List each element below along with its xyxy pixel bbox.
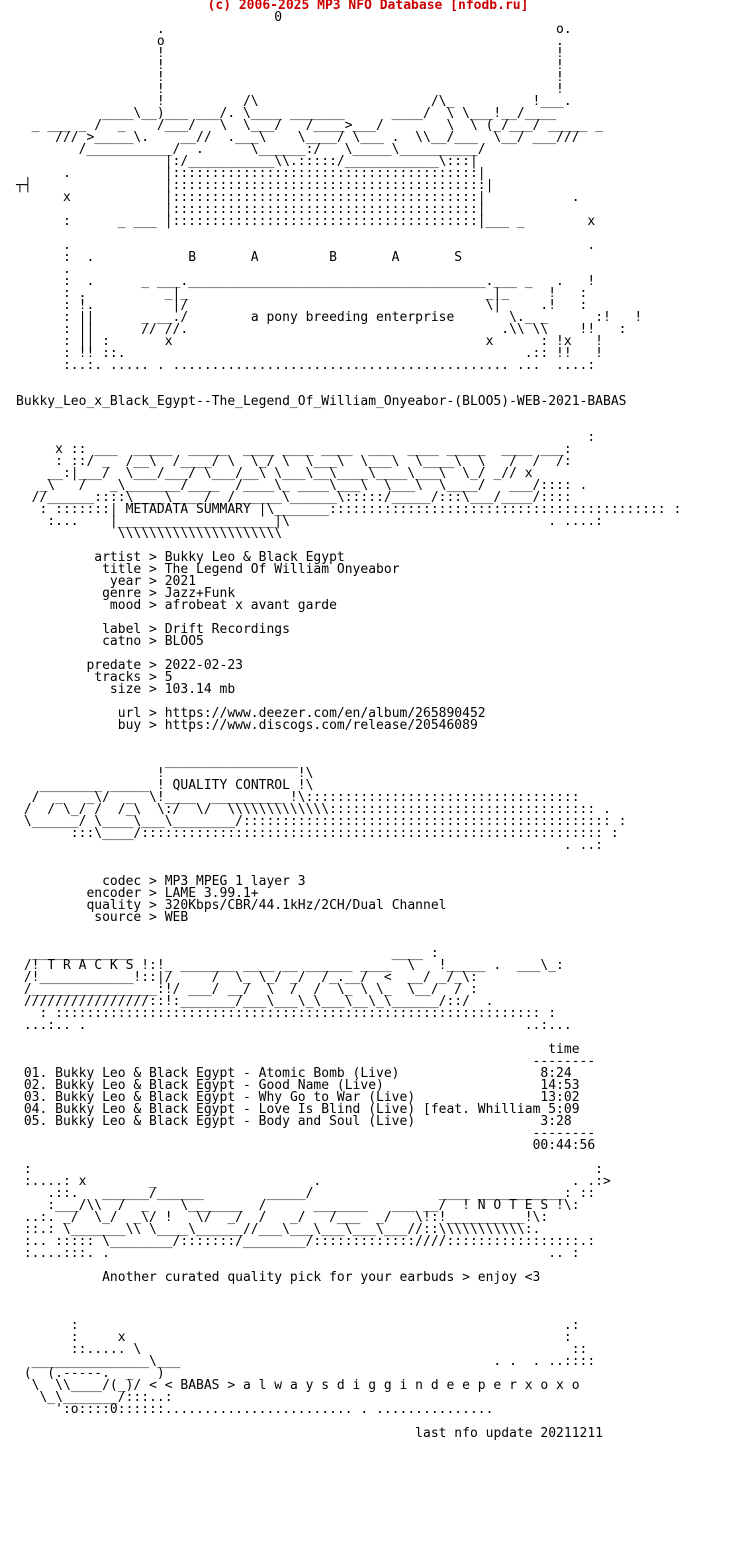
notes-text: Another curated quality pick for your earbuds > enjoy <3 (102, 1270, 541, 1285)
tracklist-time-header: time (548, 1042, 580, 1057)
section-notes-label: N O T E S (477, 1198, 549, 1213)
metadata-label: Drift Recordings (164, 622, 290, 637)
track-5-time: 3:28 (540, 1114, 572, 1129)
metadata-url: https://www.deezer.com/en/album/265890452 (164, 706, 486, 721)
metadata-artist: Bukky Leo & Black Egypt (164, 550, 345, 565)
banner-tagline: a pony breeding enterprise (250, 310, 455, 325)
track-5-number: 05. (23, 1114, 48, 1129)
metadata-genre: Jazz+Funk (164, 586, 236, 601)
track-5-name: Bukky Leo & Black Egypt - Body and Soul (Live) (55, 1114, 416, 1129)
metadata-buy: https://www.discogs.com/release/20546089 (164, 718, 478, 733)
track-2-number: 02. (23, 1078, 48, 1093)
quality-quality: 320Kbps/CBR/44.1kHz/2CH/Dual Channel (164, 898, 447, 913)
track-1-time: 8:24 (540, 1066, 572, 1081)
track-1-name: Bukky Leo & Black Egypt - Atomic Bomb (Live) (55, 1066, 400, 1081)
track-2-time: 14:53 (540, 1078, 580, 1093)
release-name: Bukky_Leo_x_Black_Egypt--The_Legend_Of_William_Onyeabor-(BLOO5)-WEB-2021-BABAS (16, 394, 627, 409)
metadata-catno: BLOO5 (164, 634, 204, 649)
track-2-name: Bukky Leo & Black Egypt - Good Name (Live) (55, 1078, 384, 1093)
nfo-text-block: 0 . o. o . ! ! ! ! ! ! ! ! ! /\ /\_ !___. ____\__)___ ___/. \____ _______ ____/ \ \___!__/____ _ ___ _ / _ /___/ \ \___/ /____>___/ \ \ (_/___/ _____ _ /// >_____\. __// .___\ \____/ \___ . \\__/___ \__/ ___/// /___________/ . \______:/ \_____\__________/ |:/___________\\.:::::/____________\:::| . |:::::::::::::::::::::::::::::::::::::::| ┬┤ |::::::::::::::::::::::::::::::::::::::::| x |:::::::::::::::::::::::::::::::::::::::| . |:::::::::::::::::::::::::::::::::::::::| : _ ___ |:::::::::::::::::::::::::::::::::::::::|___ _ x . . : . B A B A S . : . _ ___.______________________________________.___ _ . ! : . _|_ _|_ ! : : !. |/ \| .! : : || _ __./ a pony breeding enterprise \._ _ :! ! : || // //. .\\ \\ !! : : || : x x : !x ! : !! ::. .:: !! ! :..:. ..... . ........................................... ... ....: Bukky_Leo_x_Black_Egypt--The_Legend_Of_William_Onyeabor-(BLOO5)-WEB-2021-BABAS : x :: ___ _____ _____ ____ ____ ____ ___ ____ _____ ____ ___: : ::/ _ /__\ /____/ \ \_/ \ \___\ \___\ \____\ \ / / /: __:|___/ \___/___/ \___/__\ \___\__\____\____\___\ \_/ _// x _\ / _\_______/____ /____\_ ____\___\ \___\ \____/ ___/:::: . //______::::\____\____/ /______\______\:::::/_____/:::\___/____/:::: : :::::::| METADATA SUMMARY |\_______::::::::::::::::::::::::::::::::::::::::::: : :... |____________________|\ . ....: \\\\\\\\\\\\\\\\\\\\\ artist > Bukky Leo & Black Egypt title > The Legend Of William Onyeabor year > 2021 genre > Jazz+Funk mood > afrobeat x avant garde label > Drift Recordings catno > BLOO5 predate > 2022-02-23 tracks > 5 size > 103.14 mb url > https://www.deezer.com/en/album/265890452 buy > https://www.discogs.com/release/20546089 _________________ ! !\ ________ _____ ! QUALITY CONTROL !\ / _ _\/ _ \!____ _________ !\::::::::::::::::::::::::::::::::::: / / \_/ / /_\ \:/ \/ \\\\\\\\\\\\\:::::::::::::::::::::::::::::::::: . \______/ \____\___\________/::::::::::::::::::::::::::::::::::::::::::::::: : :::\____/::::::::::::::::::::::::::::::::::::::::::::::::::::::::::: : . ..: codec > MP3 MPEG 1 layer 3 encoder > LAME 3.99.1+ quality > 320Kbps/CBR/44.1kHz/2CH/Dual Channel source > WEB _____________ ____ : /! T R A C K S !:!_ _______ ____ __ ______ ____ \ !_____ . ___\_: /!____________!::|/ / \_ \_/ _/ /_.__/ < __/ _/_\: /________________:!/ ___/ __/ \ / / \_ \ \_ \__/ / : ////////////////::!:_______/___\___\_\___\__\_\______/::/ . : :::::::::::::::::::::::::::::::::::::::::::::::::::::::::::::: : ...:.. . ..:... time -------- 01. Bukky Leo & Black Egypt - Atomic Bomb (Live) 8:24 02. Bukky Leo & Black Egypt - Good Name (Live) 14:53 03. Bukky Leo & Black Egypt - Why Go to War (Live) 13:02 04. Bukky Leo & Black Egypt - Love Is Blind (Live) [feat. Whilliam 5:09 05. Bukky Leo & Black Egypt - Body and Soul (Live) 3:28 -------- 00:44:56 : : :....: x _ . . .:> .::. ______/______ _____/ ____ ___________: :: :___/\\ / _ \_______ / _______ ___ __/ ! N O T E S !\: ..:. _/ \_/ _\/ ! \/ _/ / _/ /___ _/ \!:!__________!\: ::.: \_______\\ \____\______//___\___\___\___\___//::\\\\\\\\\\\:. :.. ::::: \________/:::::::/________/:::::::::::::////:::::::::::::::::.: :....:::. . .. : Another curated quality pick for your earbuds > enjoy <3 : .: : x : ::..... \ :: _______________\___ . . . ..:::: ( (.-----. _ ) \ \\____/(_)/ < < BABAS > a l w a y s d i g g i n d e e p e r x o x o \_\_______/:::..: ':o::::0::::::........................ . ............... last nfo update 20211211 (16, 10, 682, 1441)
metadata-year: 2021 (164, 574, 197, 589)
track-3-name: Bukky Leo & Black Egypt - Why Go to War (Live) (55, 1090, 416, 1105)
quality-source: WEB (164, 910, 189, 925)
footer-last-update: last nfo update 20211211 (415, 1426, 604, 1441)
track-1-number: 01. (23, 1066, 48, 1081)
track-3-time: 13:02 (540, 1090, 580, 1105)
footer-tagline: < < BABAS > a l w a y s d i g g i n d e e p e r x o x o (149, 1378, 580, 1393)
section-tracks-label: T R A C K S (47, 958, 134, 973)
section-metadata-label: METADATA SUMMARY (125, 502, 251, 517)
metadata-predate: 2022-02-23 (164, 658, 243, 673)
metadata-tracks: 5 (164, 670, 173, 685)
metadata-mood: afrobeat x avant garde (164, 598, 337, 613)
quality-codec: MP3 MPEG 1 layer 3 (164, 874, 306, 889)
track-4-number: 04. (23, 1102, 48, 1117)
track-4-time: 5:09 (548, 1102, 580, 1117)
metadata-size: 103.14 mb (164, 682, 236, 697)
section-quality-label: QUALITY CONTROL (172, 778, 290, 793)
track-4-name: Bukky Leo & Black Egypt - Love Is Blind (Live) [feat. Whilliam (55, 1102, 541, 1117)
tracklist-total-time: 00:44:56 (532, 1138, 596, 1153)
nfodb-copyright-header[interactable]: (c) 2006-2025 MP3 NFO Database [nfodb.ru] (207, 0, 529, 13)
metadata-title: The Legend Of William Onyeabor (164, 562, 400, 577)
track-3-number: 03. (23, 1090, 48, 1105)
banner-letters: B A B A S (188, 250, 463, 265)
quality-encoder: LAME 3.99.1+ (164, 886, 259, 901)
